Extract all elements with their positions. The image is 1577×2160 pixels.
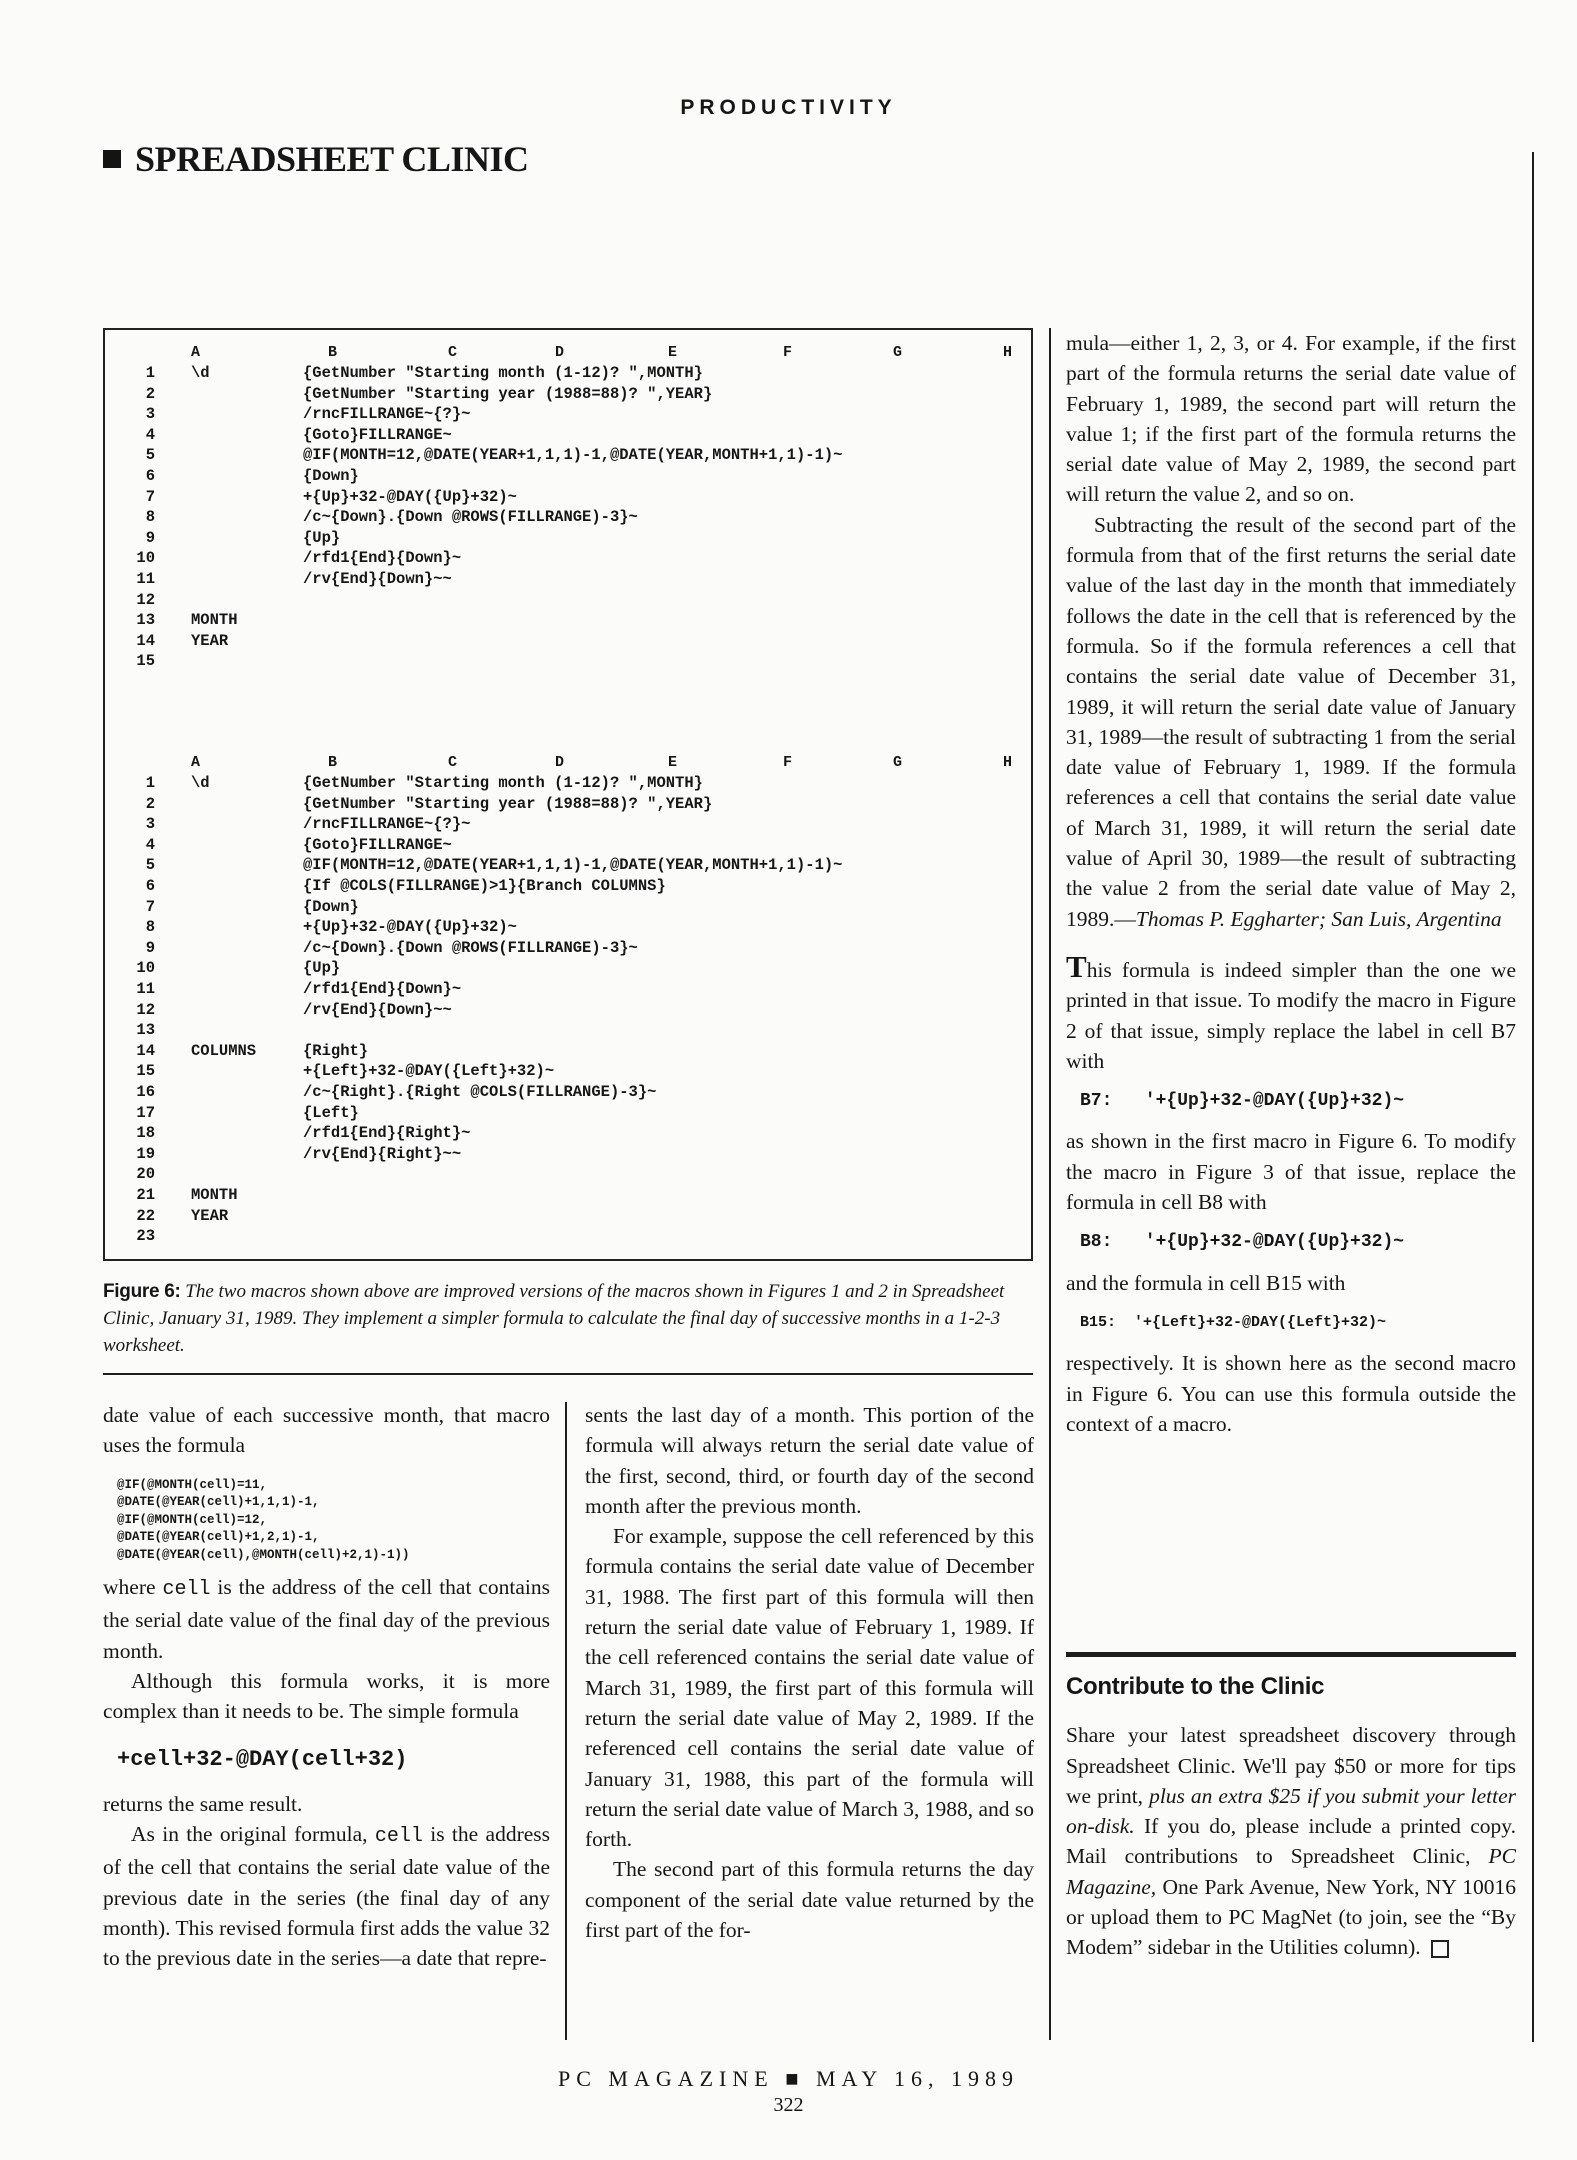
right-p4: as shown in the first macro in Figure 6. To modify the macro in Figure 3 of that issue, replace the formula in cell B8 with bbox=[1066, 1129, 1516, 1215]
sheet-row bbox=[123, 939, 1013, 960]
sheet-row bbox=[123, 570, 1013, 591]
sheet-row bbox=[123, 898, 1013, 919]
sheet-row bbox=[123, 980, 1013, 1001]
cell-b: {Down} bbox=[303, 897, 359, 916]
left-p2 bbox=[103, 1572, 550, 1666]
cell-a: \d bbox=[191, 364, 210, 382]
row-number: 3 bbox=[145, 405, 155, 424]
row-number: 13 bbox=[136, 611, 155, 630]
sheet-row bbox=[123, 1145, 1013, 1166]
left-p5-b: is the address of the cell that contains the serial date value of the previous date in the series (the final day of any month). This revised formula first adds the value 32 to the previous date in the series—a date that repre- bbox=[103, 1822, 551, 1971]
cell-b: {Right} bbox=[303, 1041, 369, 1060]
left-p2-a: where bbox=[103, 1575, 156, 1600]
contribute-title: Contribute to the Clinic bbox=[1066, 1673, 1325, 1700]
contribute-body bbox=[1066, 1720, 1516, 1962]
contribute-text-e: One Park Avenue, New York, NY 10016 or upload them to PC MagNet (to join, see the “By Modem” sidebar in the Utilities column). bbox=[1066, 1874, 1516, 1960]
row-number: 5 bbox=[145, 446, 155, 465]
row-number: 14 bbox=[136, 631, 155, 650]
cell-b: {If @COLS(FILLRANGE)>1}{Branch COLUMNS} bbox=[303, 877, 666, 895]
column-header: F bbox=[783, 754, 793, 771]
figure-caption-label: Figure 6: bbox=[103, 1281, 181, 1302]
cell-b: @IF(MONTH=12,@DATE(YEAR+1,1,1)-1,@DATE(YEAR,MONTH+1,1)-1)~ bbox=[303, 446, 843, 465]
column-header: D bbox=[555, 344, 565, 361]
row-number: 6 bbox=[145, 877, 155, 895]
right-p3-dropcap: T bbox=[1066, 948, 1087, 984]
row-number: 12 bbox=[136, 590, 155, 609]
sheet-row bbox=[123, 364, 1013, 385]
row-number: 3 bbox=[145, 815, 155, 834]
row-number: 22 bbox=[136, 1206, 155, 1225]
row-number: 14 bbox=[136, 1041, 155, 1060]
row-number: 8 bbox=[145, 918, 155, 937]
sheet-row bbox=[123, 1062, 1013, 1083]
cell-a: YEAR bbox=[191, 631, 229, 650]
row-number: 23 bbox=[136, 1227, 155, 1246]
sheet-row bbox=[123, 1227, 1013, 1248]
cell-a: COLUMNS bbox=[191, 1041, 257, 1060]
contribute-rule bbox=[1066, 1652, 1516, 1657]
cell-b: /c~{Down}.{Down @ROWS(FILLRANGE)-3}~ bbox=[303, 938, 638, 957]
right-p2-text: Subtracting the result of the second part of the formula from that of the first returns the serial date value of the last day in the month that immediately follows the date in the cell that is referenced by the formula. So if the formula references a cell that contains the serial date value of December 31, 1989, it will return the serial date value of January 31, 1989—the result of subtracting 1 from the serial date value of February 1, 1989. If the formula references a cell that contains the serial date value of March 31, 1989, it will return the serial date value of April 30, 1989—the result of subtracting the value 2 from the serial date value of May 2, 1989.— bbox=[1066, 512, 1516, 931]
column-header: B bbox=[328, 754, 338, 771]
cell-b: {Down} bbox=[303, 467, 359, 485]
cell-b: /c~{Right}.{Right @COLS(FILLRANGE)-3}~ bbox=[303, 1083, 657, 1101]
cell-b: {GetNumber "Starting month (1-12)? ",MONTH} bbox=[303, 364, 703, 382]
cell-b: /rv{End}{Down}~~ bbox=[303, 570, 452, 588]
column-header: F bbox=[783, 344, 793, 361]
cell-b: +{Up}+32-@DAY({Up}+32)~ bbox=[303, 918, 517, 937]
middle-column bbox=[585, 1400, 1034, 1945]
formula-long: @IF(@MONTH(cell)=11, @DATE(@YEAR(cell)+1,1,1)-1, @IF(@MONTH(cell)=12, @DATE(@YEAR(cell)+1,2,1)-1, @DATE(@YEAR(cell),@MONTH(cell)+2,1)-1)) bbox=[117, 1477, 410, 1562]
left-p1: date value of each successive month, that macro uses the formula bbox=[103, 1403, 550, 1458]
end-of-article-icon bbox=[1431, 1940, 1449, 1958]
sheet-row bbox=[123, 1083, 1013, 1104]
column-header: G bbox=[893, 344, 903, 361]
row-number: 15 bbox=[136, 1062, 155, 1081]
column-rule-2 bbox=[1049, 328, 1051, 2040]
right-p5: and the formula in cell B15 with bbox=[1066, 1270, 1346, 1295]
row-number: 7 bbox=[145, 487, 155, 506]
left-p5-code: cell bbox=[374, 1825, 423, 1849]
column-header: H bbox=[1003, 754, 1013, 771]
cell-b: /rv{End}{Down}~~ bbox=[303, 1000, 452, 1019]
sheet-row bbox=[123, 815, 1013, 836]
macro-2 bbox=[123, 754, 1013, 1254]
right-p6: respectively. It is shown here as the second macro in Figure 6. You can use this formula outside the context of a macro. bbox=[1066, 1351, 1516, 1436]
page-title bbox=[103, 138, 528, 180]
sheet-row bbox=[123, 1124, 1013, 1145]
cell-a: MONTH bbox=[191, 1186, 238, 1204]
row-number: 20 bbox=[136, 1165, 155, 1184]
sheet-row bbox=[123, 1165, 1013, 1186]
row-number: 7 bbox=[145, 897, 155, 916]
row-number: 4 bbox=[145, 835, 155, 854]
sheet-row bbox=[123, 836, 1013, 857]
sheet-row bbox=[123, 1104, 1013, 1125]
cell-b: /rncFILLRANGE~{?}~ bbox=[303, 815, 471, 834]
page-title-text: SPREADSHEET CLINIC bbox=[135, 139, 529, 179]
column-header: E bbox=[668, 754, 678, 771]
cell-b: /rv{End}{Right}~~ bbox=[303, 1144, 462, 1163]
sheet-row bbox=[123, 446, 1013, 467]
caption-divider bbox=[103, 1373, 1033, 1375]
figure-6-box bbox=[103, 328, 1033, 1261]
cell-a: \d bbox=[191, 774, 210, 792]
left-p5-a: As in the original formula, bbox=[131, 1822, 368, 1847]
formula-b15: B15: '+{Left}+32-@DAY({Left}+32)~ bbox=[1080, 1313, 1387, 1331]
row-number: 2 bbox=[145, 794, 155, 813]
section-label: PRODUCTIVITY bbox=[680, 96, 897, 119]
left-p4: returns the same result. bbox=[103, 1791, 303, 1816]
cell-a: MONTH bbox=[191, 611, 238, 630]
formula-b8: B8: '+{Up}+32-@DAY({Up}+32)~ bbox=[1080, 1232, 1405, 1253]
row-number: 5 bbox=[145, 856, 155, 875]
left-column bbox=[103, 1400, 550, 1974]
figure-caption bbox=[103, 1278, 1033, 1359]
contribute-section bbox=[1066, 1672, 1516, 1963]
cell-b: /rncFILLRANGE~{?}~ bbox=[303, 405, 471, 424]
left-p2-code: cell bbox=[162, 1578, 211, 1602]
sheet-row bbox=[123, 591, 1013, 612]
sheet-row bbox=[123, 467, 1013, 488]
column-header: D bbox=[555, 754, 565, 771]
middle-p3: The second part of this formula returns the day component of the serial date value returned by the first part of the for- bbox=[585, 1857, 1034, 1943]
row-number: 9 bbox=[145, 938, 155, 957]
left-p3: Although this formula works, it is more complex than it needs to be. The simple formula bbox=[103, 1668, 550, 1724]
sheet-row bbox=[123, 652, 1013, 673]
row-number: 18 bbox=[136, 1124, 155, 1143]
page-number: 322 bbox=[773, 2094, 804, 2116]
cell-a: YEAR bbox=[191, 1206, 229, 1225]
sheet-row bbox=[123, 918, 1013, 939]
left-p2-b: is the address of the cell that contains the serial date value of the final day of the previous month. bbox=[103, 1575, 551, 1663]
column-header: E bbox=[668, 344, 678, 361]
sheet-row bbox=[123, 488, 1013, 509]
cell-b: {Up} bbox=[303, 528, 341, 547]
macro-1 bbox=[123, 344, 1013, 684]
row-number: 16 bbox=[136, 1083, 155, 1101]
row-number: 10 bbox=[136, 959, 155, 978]
sheet-row bbox=[123, 632, 1013, 653]
cell-b: {Goto}FILLRANGE~ bbox=[303, 835, 452, 854]
sheet-row bbox=[123, 1186, 1013, 1207]
contribute-text-d: PC Magazine, bbox=[1066, 1844, 1516, 1899]
row-number: 17 bbox=[136, 1103, 155, 1122]
row-number: 19 bbox=[136, 1144, 155, 1163]
row-number: 6 bbox=[145, 467, 155, 485]
cell-b: {GetNumber "Starting year (1988=88)? ",YEAR} bbox=[303, 384, 713, 403]
cell-b: {GetNumber "Starting month (1-12)? ",MONTH} bbox=[303, 774, 703, 792]
row-number: 9 bbox=[145, 528, 155, 547]
middle-p1: sents the last day of a month. This portion of the formula will always return the serial date value of the first, second, third, or fourth day of the second month after the previous month. bbox=[585, 1403, 1034, 1518]
cell-b: {Left} bbox=[303, 1103, 359, 1122]
left-p5 bbox=[103, 1819, 550, 1973]
sheet-row bbox=[123, 1207, 1013, 1228]
cell-b: /rfd1{End}{Down}~ bbox=[303, 549, 462, 568]
right-p2-author: Thomas P. Eggharter; San Luis, Argentina bbox=[1135, 906, 1502, 931]
row-number: 12 bbox=[136, 1000, 155, 1019]
contribute-text-c: If you do, please include a printed copy. Mail contributions to Spreadsheet Clinic, bbox=[1066, 1814, 1516, 1869]
sheet-row bbox=[123, 385, 1013, 406]
sheet-row bbox=[123, 508, 1013, 529]
formula-b7: B7: '+{Up}+32-@DAY({Up}+32)~ bbox=[1080, 1091, 1405, 1112]
cell-b: {GetNumber "Starting year (1988=88)? ",YEAR} bbox=[303, 794, 713, 813]
cell-b: +{Up}+32-@DAY({Up}+32)~ bbox=[303, 487, 517, 506]
sheet-row bbox=[123, 774, 1013, 795]
row-number: 13 bbox=[136, 1021, 155, 1040]
row-number: 2 bbox=[145, 384, 155, 403]
row-number: 11 bbox=[136, 570, 155, 588]
sheet-row bbox=[123, 959, 1013, 980]
formula-short: +cell+32-@DAY(cell+32) bbox=[117, 1746, 408, 1772]
column-rule-1 bbox=[565, 1402, 567, 2040]
sheet-row bbox=[123, 1021, 1013, 1042]
bullet-square-icon bbox=[103, 150, 121, 168]
cell-b: @IF(MONTH=12,@DATE(YEAR+1,1,1)-1,@DATE(YEAR,MONTH+1,1)-1)~ bbox=[303, 856, 843, 875]
column-header: A bbox=[191, 754, 201, 771]
cell-b: {Goto}FILLRANGE~ bbox=[303, 425, 452, 444]
column-header: C bbox=[448, 754, 458, 771]
sheet-row bbox=[123, 877, 1013, 898]
column-header: B bbox=[328, 344, 338, 361]
right-p1: mula—either 1, 2, 3, or 4. For example, if the first part of the formula returns the serial date value of February 1, 1989, the second part will return the value 1; if the first part of the formula returns the serial date value of May 2, 1989, the second part will return the value 2, and so on. bbox=[1066, 331, 1516, 507]
cell-b: {Up} bbox=[303, 959, 341, 978]
right-p3-text: his formula is indeed simpler than the one we printed in that issue. To modify the macro in Figure 2 of that issue, simply replace the label in cell B7 with bbox=[1066, 957, 1516, 1073]
row-number: 1 bbox=[145, 364, 155, 382]
sheet-row bbox=[123, 795, 1013, 816]
cell-b: /rfd1{End}{Right}~ bbox=[303, 1124, 471, 1143]
column-header: G bbox=[893, 754, 903, 771]
column-header: A bbox=[191, 344, 201, 361]
row-number: 4 bbox=[145, 425, 155, 444]
contribute-text-a: Share your latest spreadsheet discovery through Spreadsheet Clinic. We'll pay $50 or more for tips we print, bbox=[1066, 1723, 1516, 1808]
right-p3 bbox=[1066, 948, 1516, 1076]
row-number: 21 bbox=[136, 1186, 155, 1204]
row-number: 8 bbox=[145, 508, 155, 527]
cell-b: +{Left}+32-@DAY({Left}+32)~ bbox=[303, 1062, 555, 1081]
sheet-row bbox=[123, 405, 1013, 426]
sheet-row bbox=[123, 1001, 1013, 1022]
cell-b: /c~{Down}.{Down @ROWS(FILLRANGE)-3}~ bbox=[303, 508, 638, 527]
row-number: 15 bbox=[136, 652, 155, 671]
contribute-text-b: plus an extra $25 if you submit your letter on-disk. bbox=[1066, 1783, 1516, 1839]
sheet-row bbox=[123, 1042, 1013, 1063]
footer-magazine: PC MAGAZINE ■ MAY 16, 1989 bbox=[557, 2066, 1019, 2091]
row-number: 10 bbox=[136, 549, 155, 568]
right-margin-rule bbox=[1532, 152, 1534, 2042]
row-number: 1 bbox=[145, 774, 155, 792]
cell-b: /rfd1{End}{Down}~ bbox=[303, 980, 462, 998]
middle-p2: For example, suppose the cell referenced by this formula contains the serial date value of December 31, 1988. The first part of this formula will then return the serial date value of February 1, 1989. If the cell referenced contains the serial date value of March 31, 1989, the first part of this formula will return the serial date value of May 2, 1989. If the referenced cell contains the serial date value of January 31, 1988, this part of the formula will return the serial date value of March 3, 1988, and so forth. bbox=[585, 1524, 1034, 1852]
sheet-row bbox=[123, 529, 1013, 550]
right-column bbox=[1066, 328, 1516, 1439]
figure-caption-text: The two macros shown above are improved versions of the macros shown in Figures 1 and 2 in Spreadsheet Clinic, January 31, 1989. They implement a simpler formula to calculate the final day of successive months in a 1-2-3 worksheet. bbox=[103, 1281, 1005, 1356]
row-number: 11 bbox=[136, 980, 155, 998]
right-p2 bbox=[1066, 510, 1516, 934]
sheet-row bbox=[123, 426, 1013, 447]
sheet-row bbox=[123, 856, 1013, 877]
column-header: C bbox=[448, 344, 458, 361]
sheet-row bbox=[123, 611, 1013, 632]
column-header: H bbox=[1003, 344, 1013, 361]
sheet-row bbox=[123, 549, 1013, 570]
